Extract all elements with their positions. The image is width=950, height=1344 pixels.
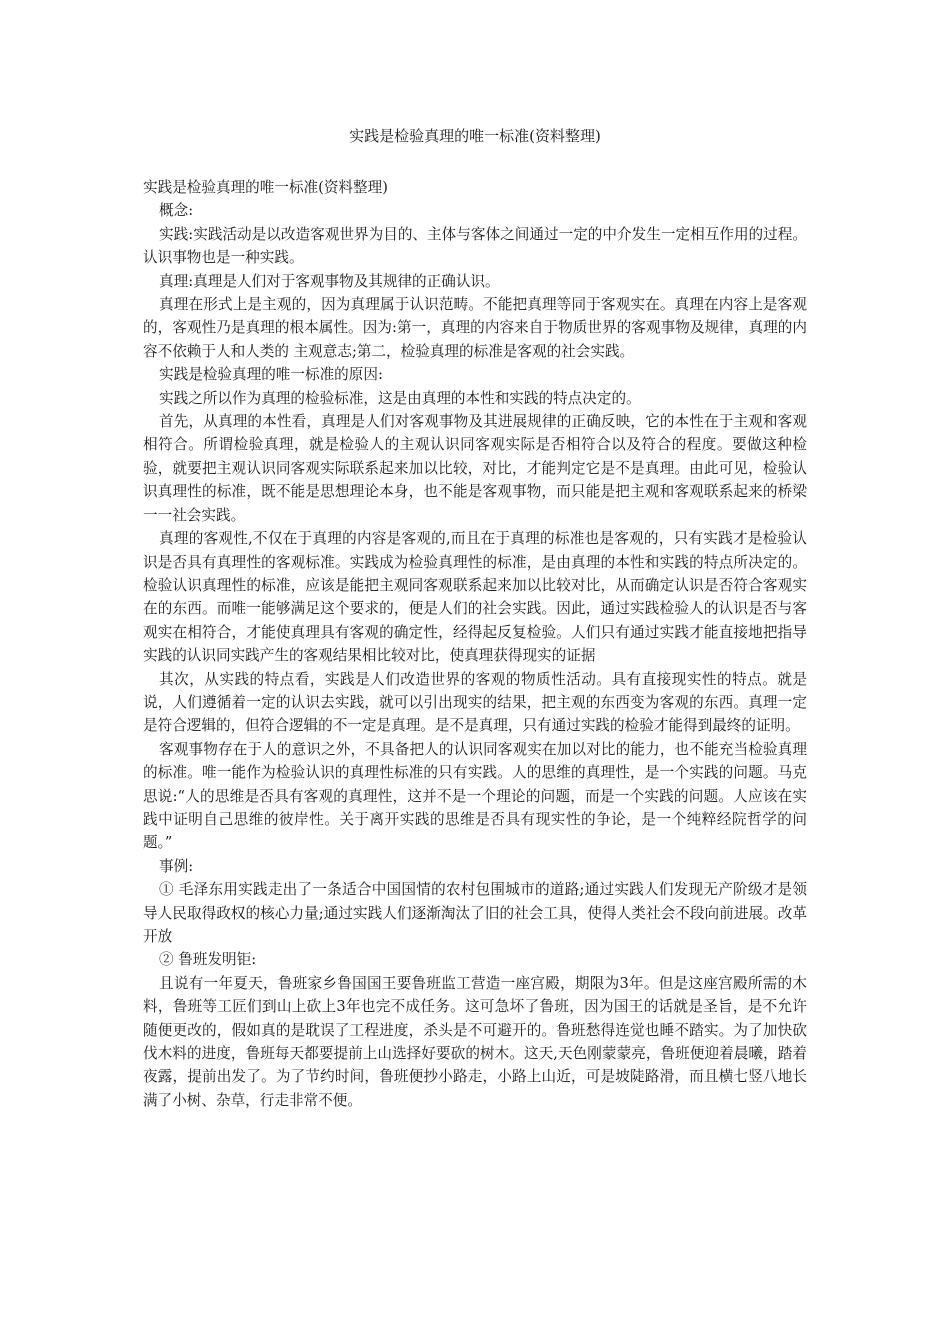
paragraph-objectivity: 真理的客观性,不仅在于真理的内容是客观的,而且在于真理的标准也是客观的，只有实践才是检验认识是否具有真理性的客观标准。实践成为检验真理性的标准，是由真理的本性和实践的特点所决定的。检验认识真理性的标准，应该是能把主观同客观联系起来加以比较对比，从而确定认识是否符合客观实在的东西。而唯一能够满足这个要求的，便是人们的社会实践。因此，通过实践检验人的认识是否与客观实在相符合，才能使真理具有客观的确定性，经得起反复检验。人们只有通过实践才能直接地把指导实践的认识同实践产生的客观结果相比较对比，使真理获得现实的证据 xyxy=(143,530,807,665)
paragraph-examples-heading: 事例: xyxy=(159,857,194,875)
paragraph-concept-heading: 概念: xyxy=(159,202,194,220)
document-body xyxy=(143,176,807,1112)
paragraph-truth-form-content: 真理在形式上是主观的，因为真理属于认识范畴。不能把真理等同于客观实在。真理在内容上是客观的，客观性乃是真理的根本属性。因为:第一，真理的内容来自于物质世界的客观事物及规律，真理的内容不依赖于人和人类的 主观意志;第二，检验真理的标准是客观的社会实践。 xyxy=(143,296,807,360)
document-title: 实践是检验真理的唯一标准(资料整理) xyxy=(349,127,601,145)
paragraph-truth-definition: 真理:真理是人们对于客观事物及其规律的正确认识。 xyxy=(159,272,500,290)
paragraph-second-reason: 其次，从实践的特点看，实践是人们改造世界的客观的物质性活动。具有直接现实性的特点。就是说，人们遵循着一定的认识去实践，就可以引出现实的结果，把主观的东西变为客观的东西。真理一定是符合逻辑的，但符合逻辑的不一定是真理。是不是真理，只有通过实践的检验才能得到最终的证明。 xyxy=(143,670,807,735)
body-heading: 实践是检验真理的唯一标准(资料整理) xyxy=(143,179,388,196)
paragraph-reason-intro: 实践之所以作为真理的检验标准，这是由真理的本性和实践的特点决定的。 xyxy=(159,389,641,407)
paragraph-marx-quote: 客观事物存在于人的意识之外，不具备把人的认识同客观实在加以对比的能力，也不能充当检验真理的标准。唯一能作为检验认识的真理性标准的只有实践。人的思维的真理性，是一个实践的问题。马克思说:“人的思维是否具有客观的真理性，这并不是一个理论的问题，而是一个实践的问题。人应该在实践中证明自己思维的彼岸性。关于离开实践的思维是否具有现实性的争论，是一个纯粹经院哲学的问题。” xyxy=(143,740,807,852)
paragraph-lu-ban-story: 且说有一年夏天，鲁班家乡鲁国国王要鲁班监工营造一座宫殿，期限为3年。但是这座宫殿所需的木料，鲁班等工匠们到山上砍上3年也完不成任务。这可急坏了鲁班，因为国王的话就是圣旨，是不允许随便更改的，假如真的是耽误了工程进度，杀头是不可避开的。鲁班愁得连觉也睡不踏实。为了加快砍伐木料的进度，鲁班每天都要提前上山选择好要砍的树木。这天,天色刚蒙蒙亮，鲁班便迎着晨曦，踏着夜露，提前出发了。为了节约时间，鲁班便抄小路走，小路上山近，可是坡陡路滑，而且横七竖八地长满了小树、杂草，行走非常不便。 xyxy=(143,974,807,1109)
paragraph-practice-definition: 实践:实践活动是以改造客观世界为目的、主体与客体之间通过一定的中介发生一定相互作用的过程。认识事物也是一种实践。 xyxy=(143,225,807,267)
paragraph-example-2-heading: ② 鲁班发明钜: xyxy=(159,951,257,969)
paragraph-reason-heading: 实践是检验真理的唯一标准的原因: xyxy=(159,366,383,384)
paragraph-example-1: ① 毛泽东用实践走出了一条适合中国国情的农村包围城市的道路;通过实践人们发现无产阶级才是领导人民取得政权的核心力量;通过实践人们逐渐淘汰了旧的社会工具，使得人类社会不段向前进展。改革开放 xyxy=(143,881,807,945)
paragraph-first-reason: 首先，从真理的本性看，真理是人们对客观事物及其进展规律的正确反映，它的本性在于主观和客观相符合。所谓检验真理，就是检验人的主观认识同客观实际是否相符合以及符合的程度。要做这种检验，就要把主观认识同客观实际联系起来加以比较，对比，才能判定它是不是真理。由此可见，检验认识真理性的标准，既不能是思想理论本身，也不能是客观事物，而只能是把主观和客观联系起来的桥梁一一社会实践。 xyxy=(143,413,807,524)
